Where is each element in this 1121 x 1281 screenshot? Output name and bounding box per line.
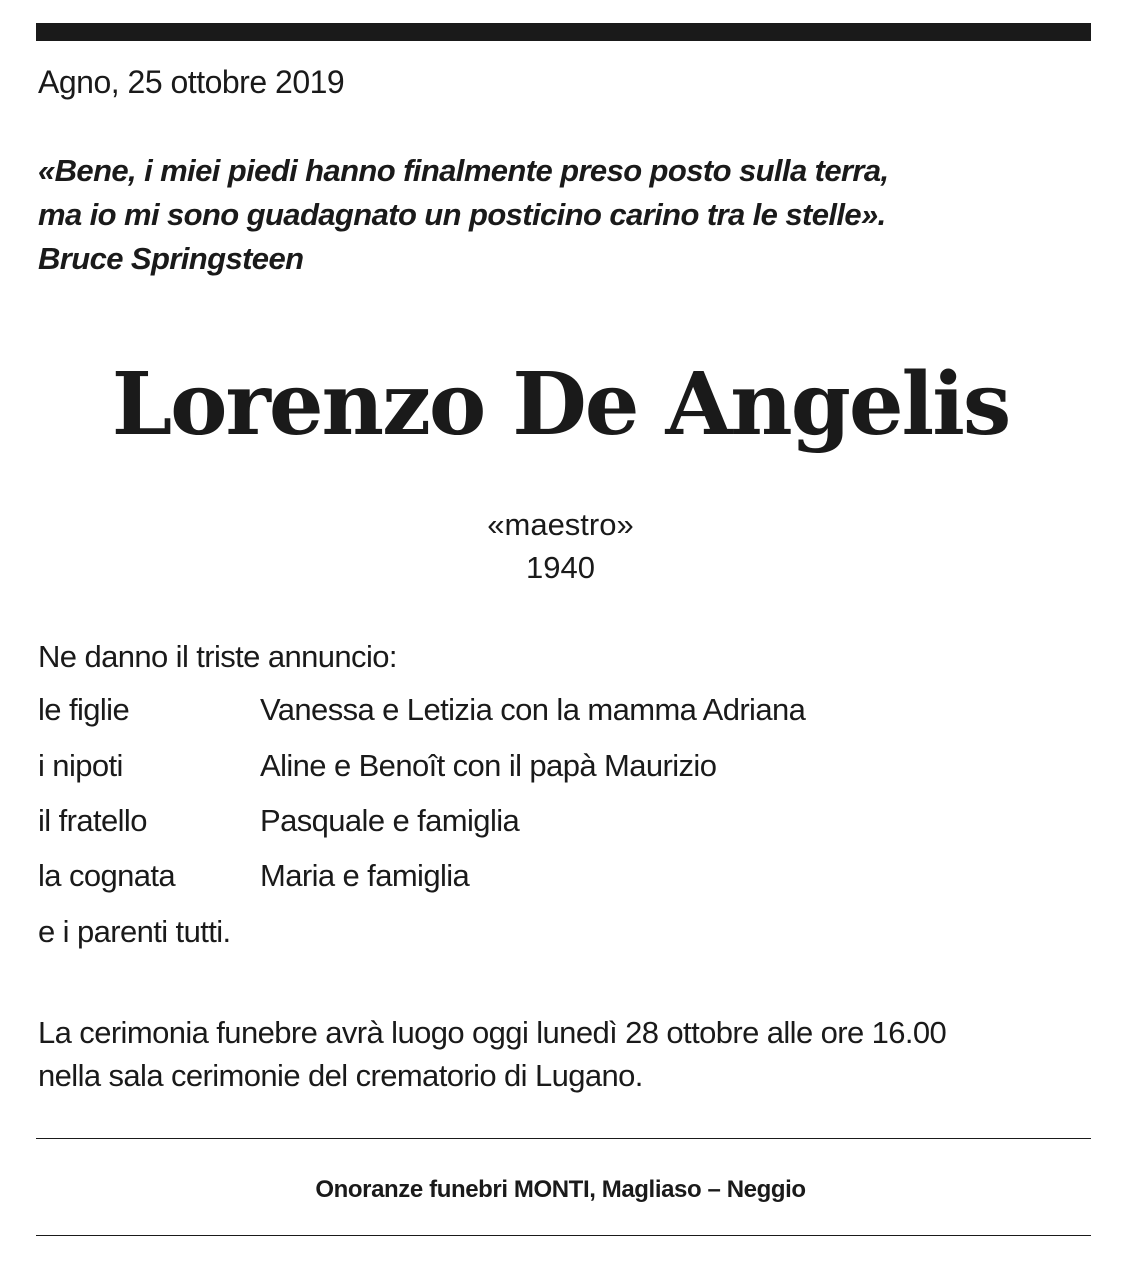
deceased-nickname: «maestro» xyxy=(487,507,634,542)
footer-bottom-rule xyxy=(36,1235,1091,1236)
announcement-closing: e i parenti tutti. xyxy=(38,914,231,949)
top-rule xyxy=(36,23,1091,41)
quote-line-1: «Bene, i miei piedi hanno finalmente preso posto sulla terra, xyxy=(38,153,889,188)
deceased-details xyxy=(0,503,1121,589)
family-names: Aline e Benoît con il papà Maurizio xyxy=(260,748,717,783)
deceased-name: Lorenzo De Angelis xyxy=(111,354,1010,455)
ceremony-notice xyxy=(38,1011,1098,1097)
place-date: Agno, 25 ottobre 2019 xyxy=(38,64,345,100)
quote-line-2: ma io mi sono guadagnato un posticino carino tra le stelle». xyxy=(38,197,886,232)
deceased-year: 1940 xyxy=(526,550,595,585)
ceremony-line-1: La cerimonia funebre avrà luogo oggi lunedì 28 ottobre alle ore 16.00 xyxy=(38,1015,947,1050)
family-names: Pasquale e famiglia xyxy=(260,803,520,838)
funeral-home: Onoranze funebri MONTI, Magliaso – Neggio xyxy=(315,1176,806,1203)
family-names: Vanessa e Letizia con la mamma Adriana xyxy=(260,692,806,727)
ceremony-line-2: nella sala cerimonie del crematorio di Lugano. xyxy=(38,1058,643,1093)
family-relation: il fratello xyxy=(38,803,147,838)
family-names: Maria e famiglia xyxy=(260,858,470,893)
family-relation: la cognata xyxy=(38,858,176,893)
footer-top-rule xyxy=(36,1138,1091,1139)
quote-block xyxy=(38,149,1078,281)
family-relation: i nipoti xyxy=(38,748,123,783)
quote-author: Bruce Springsteen xyxy=(38,241,304,276)
announcement-intro: Ne danno il triste annuncio: xyxy=(38,639,397,674)
family-relation: le figlie xyxy=(38,692,130,727)
